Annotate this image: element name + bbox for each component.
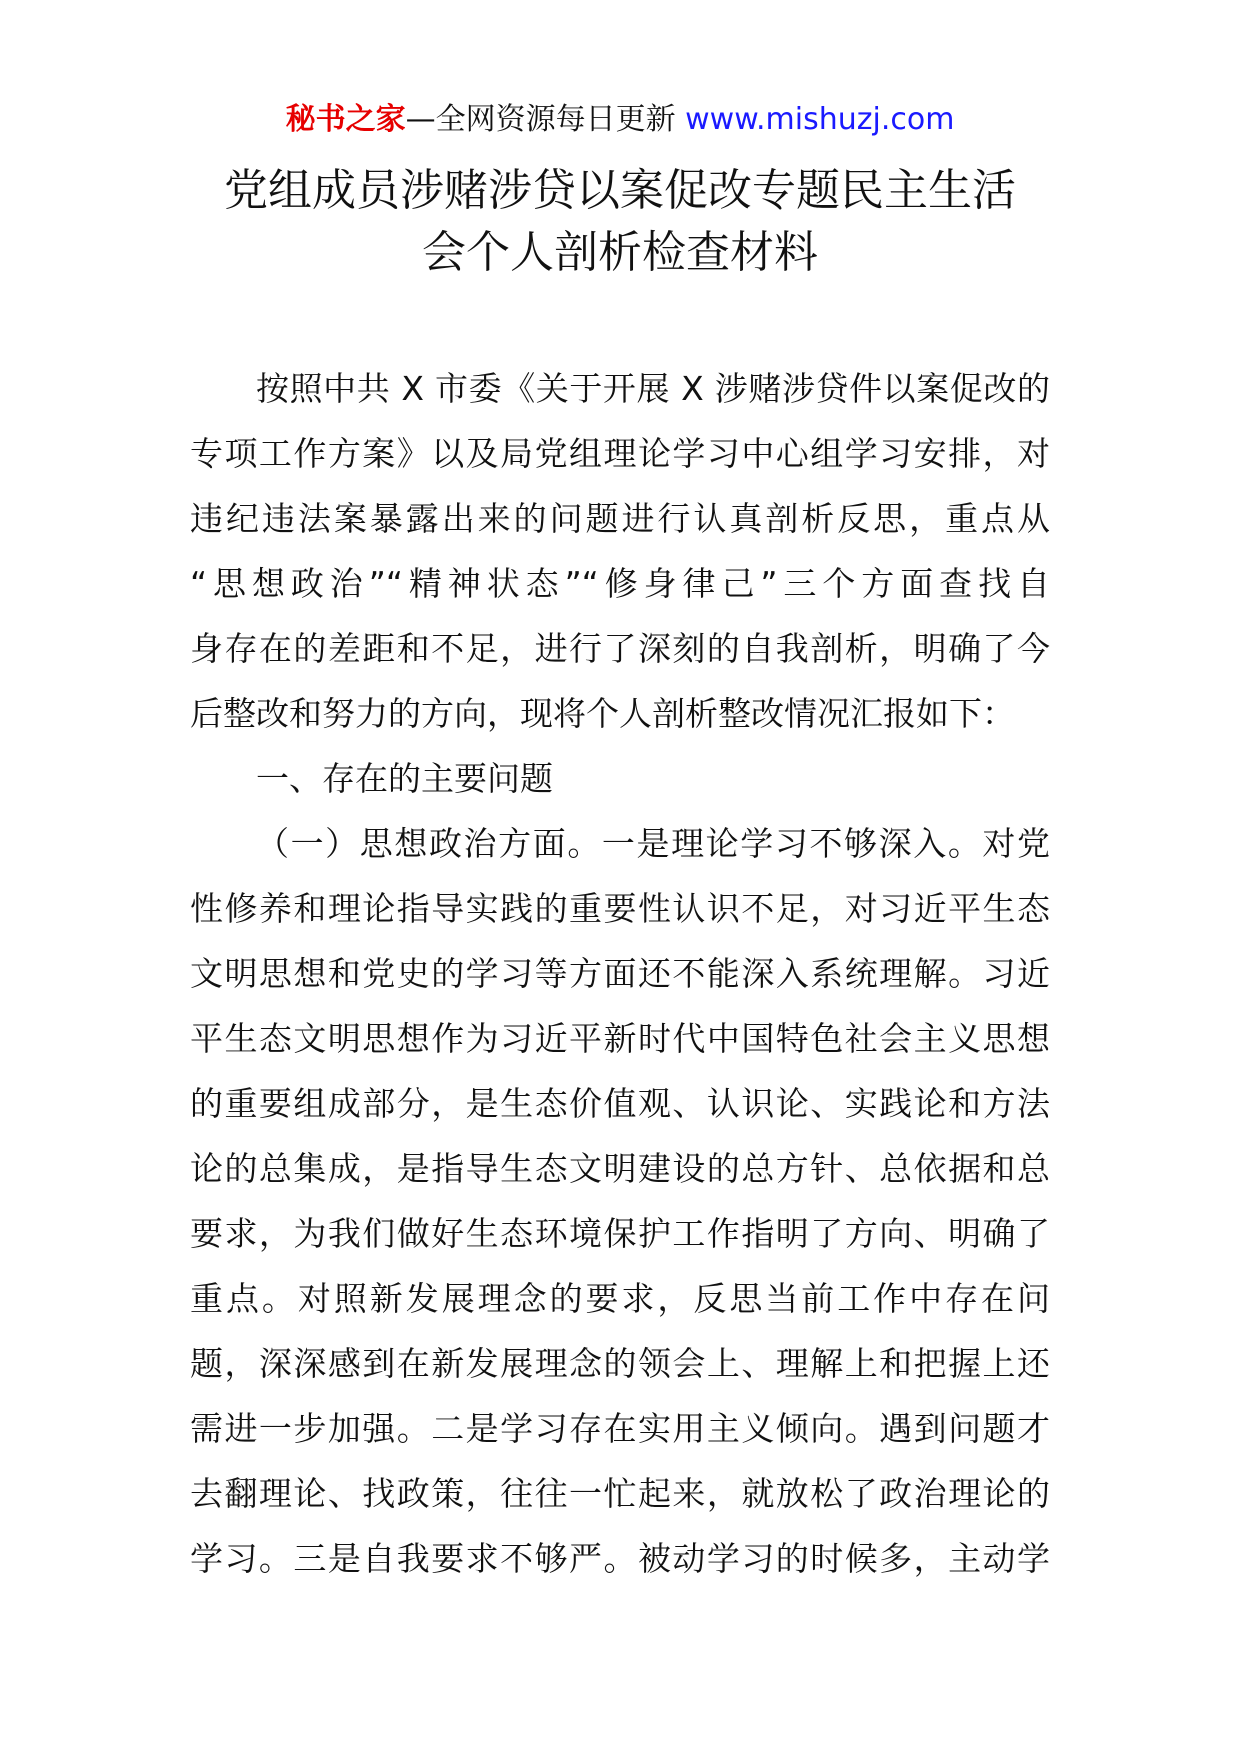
body-line: 重点。对照新发展理念的要求，反思当前工作中存在问 bbox=[190, 1279, 1050, 1318]
body-line: 题，深深感到在新发展理念的领会上、理解上和把握上还 bbox=[190, 1344, 1050, 1383]
body-line: “思想政治”“精神状态”“修身律己”三个方面查找自 bbox=[190, 564, 1050, 603]
site-url-link[interactable]: www.mishuzj.com bbox=[685, 102, 955, 137]
body-line: 身存在的差距和不足，进行了深刻的自我剖析，明确了今 bbox=[190, 629, 1050, 668]
body-line: 违纪违法案暴露出来的问题进行认真剖析反思，重点从 bbox=[190, 499, 1050, 538]
body-line: （一）思想政治方面。一是理论学习不够深入。对党 bbox=[256, 824, 1050, 863]
brand-name: 秘书之家 bbox=[285, 102, 406, 137]
body-line: 文明思想和党史的学习等方面还不能深入系统理解。习近 bbox=[190, 954, 1050, 993]
body-line: 专项工作方案》以及局党组理论学习中心组学习安排，对 bbox=[190, 434, 1050, 473]
title-line-1: 党组成员涉赌涉贷以案促改专题民主生活 bbox=[224, 165, 1016, 216]
title-line-2: 会个人剖析检查材料 bbox=[422, 227, 818, 278]
body-line: 去翻理论、找政策，往往一忙起来，就放松了政治理论的 bbox=[190, 1474, 1050, 1513]
body-line: 需进一步加强。二是学习存在实用主义倾向。遇到问题才 bbox=[190, 1409, 1050, 1448]
body-line: 性修养和理论指导实践的重要性认识不足，对习近平生态 bbox=[190, 889, 1050, 928]
document-body bbox=[190, 356, 1050, 1591]
body-line: 按照中共 X 市委《关于开展 X 涉赌涉贷件以案促改的 bbox=[256, 369, 1050, 408]
site-header bbox=[0, 98, 1240, 142]
body-line: 平生态文明思想作为习近平新时代中国特色社会主义思想 bbox=[190, 1019, 1050, 1058]
section-heading: 一、存在的主要问题 bbox=[256, 759, 553, 798]
header-tagline: —全网资源每日更新 bbox=[405, 102, 676, 137]
body-line: 学习。三是自我要求不够严。被动学习的时候多，主动学 bbox=[190, 1539, 1050, 1578]
document-title bbox=[0, 160, 1240, 284]
body-line: 后整改和努力的方向，现将个人剖析整改情况汇报如下： bbox=[190, 694, 1015, 733]
body-line: 的重要组成部分，是生态价值观、认识论、实践论和方法 bbox=[190, 1084, 1050, 1123]
body-line: 论的总集成，是指导生态文明建设的总方针、总依据和总 bbox=[190, 1149, 1050, 1188]
body-line: 要求，为我们做好生态环境保护工作指明了方向、明确了 bbox=[190, 1214, 1050, 1253]
